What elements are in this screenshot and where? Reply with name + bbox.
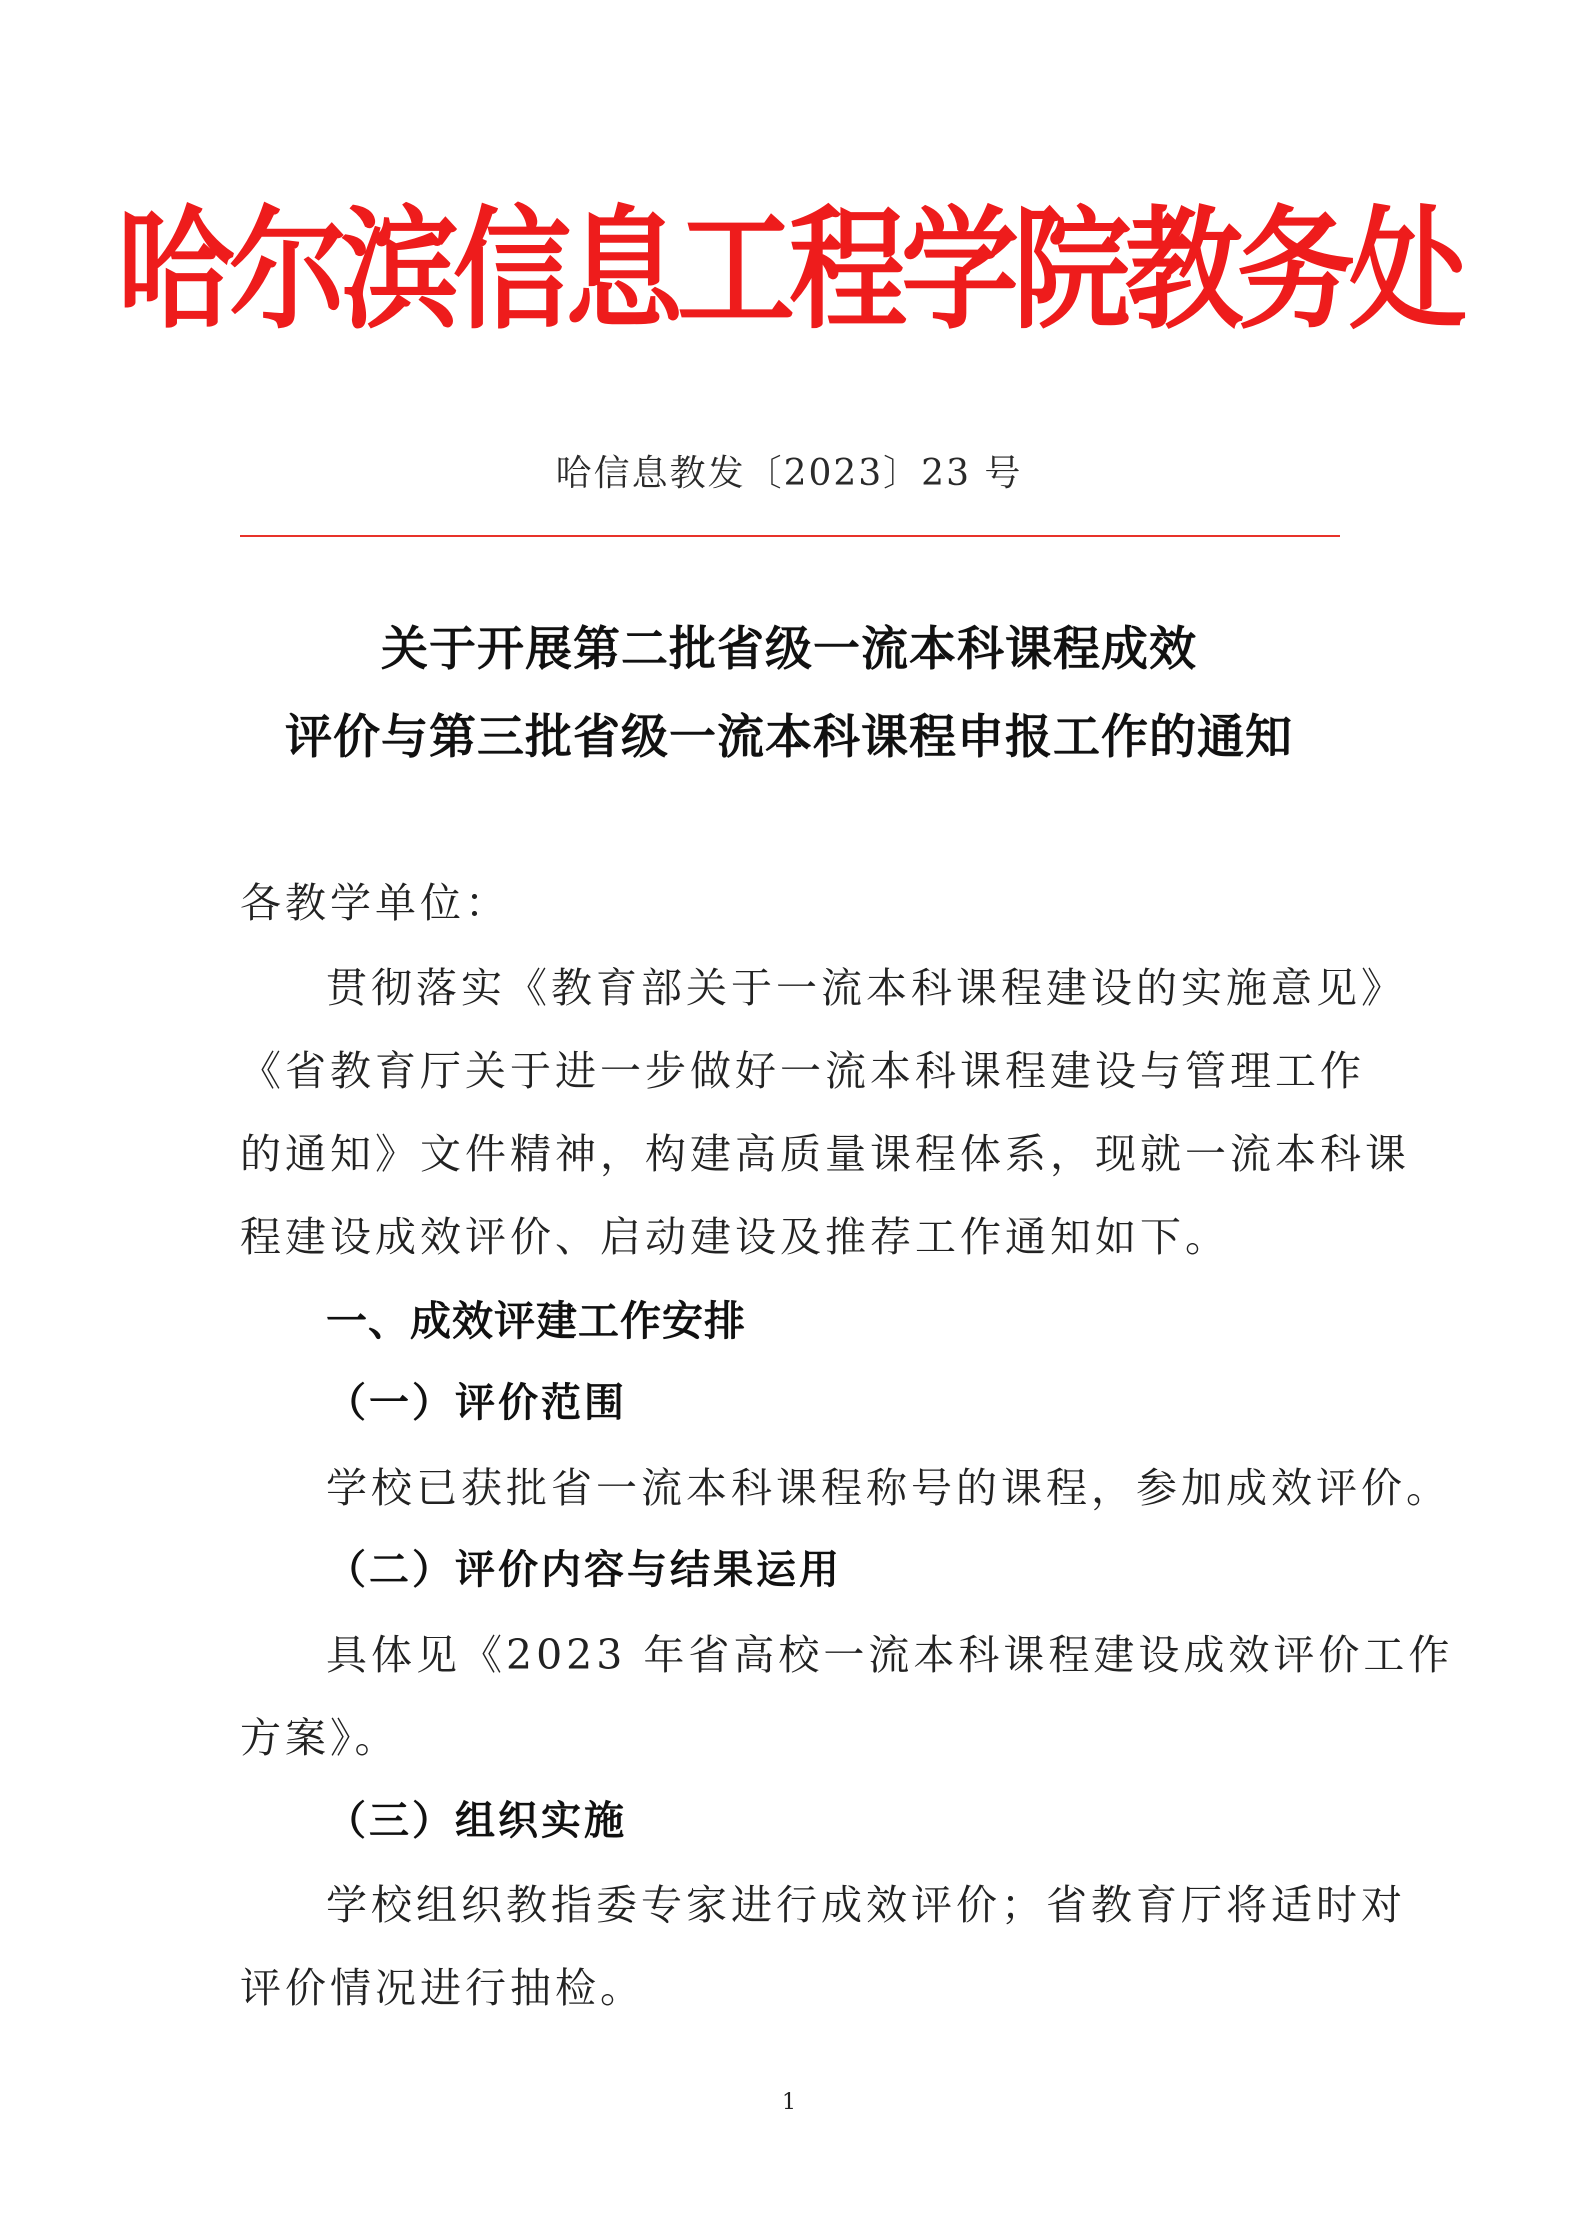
- masthead-org-name: 哈尔滨信息工程学院教务处: [116, 191, 1461, 348]
- red-divider-line: [240, 535, 1340, 537]
- intro-paragraph-line-1: 贯彻落实《教育部关于一流本科课程建设的实施意见》: [326, 964, 1406, 1012]
- intro-paragraph-line-2: 《省教育厅关于进一步做好一流本科课程建设与管理工作: [240, 1047, 1365, 1095]
- document-number: 哈信息教发〔2023〕23 号: [555, 453, 1023, 494]
- subsection-3-text-line-1: 学校组织教指委专家进行成效评价；省教育厅将适时对: [326, 1881, 1406, 1929]
- subsection-3-heading: （三）组织实施: [326, 1797, 627, 1844]
- subsection-2-heading: （二）评价内容与结果运用: [326, 1546, 842, 1593]
- page-number: 1: [782, 2090, 796, 2115]
- subsection-1-heading: （一）评价范围: [326, 1379, 627, 1426]
- intro-paragraph-line-4: 程建设成效评价、启动建设及推荐工作通知如下。: [240, 1213, 1230, 1261]
- subsection-2-text-line-2: 方案》。: [240, 1714, 400, 1762]
- notice-title-line-2: 评价与第三批省级一流本科课程申报工作的通知: [285, 710, 1293, 765]
- section-1-heading: 一、成效评建工作安排: [326, 1297, 746, 1345]
- intro-paragraph-line-3: 的通知》文件精神，构建高质量课程体系，现就一流本科课: [240, 1130, 1410, 1178]
- salutation: 各教学单位：: [240, 879, 510, 927]
- subsection-3-text-line-2: 评价情况进行抽检。: [240, 1964, 645, 2012]
- notice-title-line-1: 关于开展第二批省级一流本科课程成效: [381, 622, 1197, 677]
- subsection-2-text-line-1: 具体见《2023 年省高校一流本科课程建设成效评价工作: [326, 1631, 1454, 1679]
- subsection-1-text-line-1: 学校已获批省一流本科课程称号的课程，参加成效评价。: [326, 1464, 1451, 1512]
